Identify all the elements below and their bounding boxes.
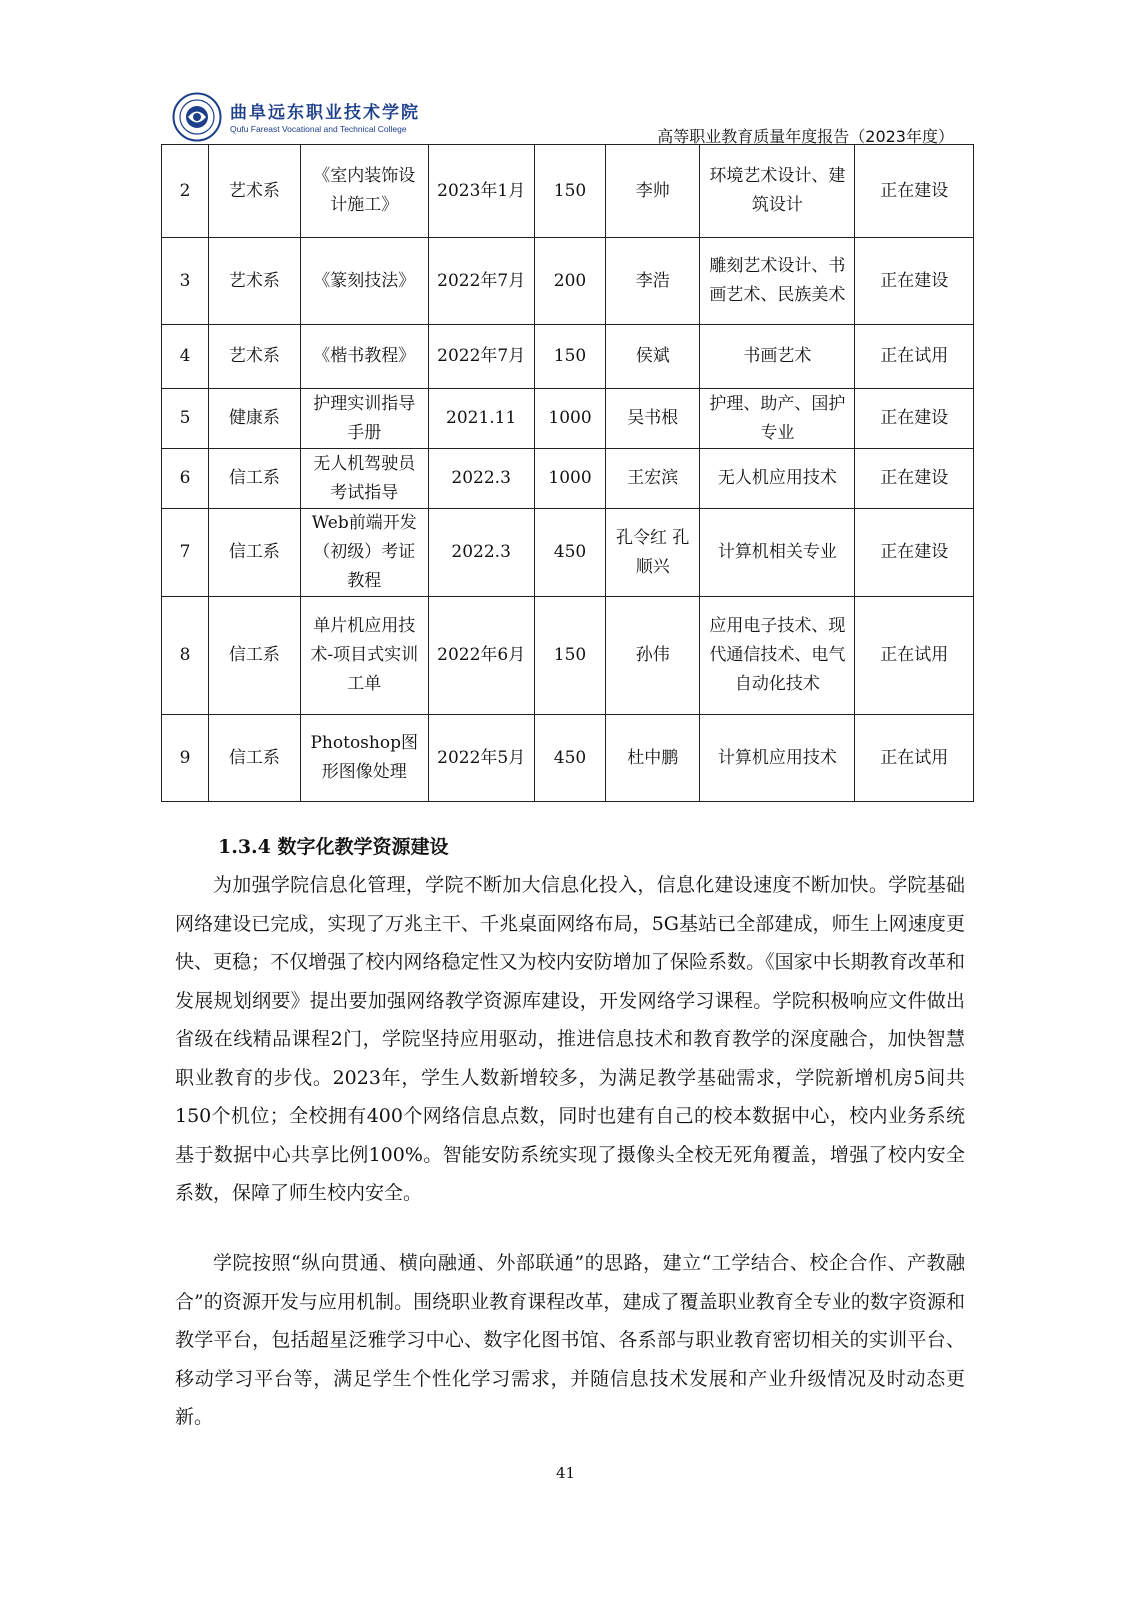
cell-status: 正在建设: [855, 509, 974, 597]
cell-dept: 健康系: [208, 389, 300, 449]
teaching-materials-table: [161, 144, 974, 802]
cell-name: Web前端开发（初级）考证教程: [300, 509, 428, 597]
cell-name: 单片机应用技术-项目式实训工单: [300, 597, 428, 715]
cell-majors: 环境艺术设计、建筑设计: [700, 145, 855, 238]
cell-status: 正在建设: [855, 238, 974, 325]
cell-date: 2022年5月: [428, 715, 534, 802]
cell-dept: 信工系: [208, 715, 300, 802]
report-title: 高等职业教育质量年度报告（2023年度）: [657, 127, 954, 146]
cell-status: 正在建设: [855, 145, 974, 238]
cell-no: 7: [162, 509, 209, 597]
cell-majors: 无人机应用技术: [700, 449, 855, 509]
cell-status: 正在试用: [855, 715, 974, 802]
cell-name: 《楷书教程》: [300, 325, 428, 389]
college-name-en: Qufu Fareast Vocational and Technical College: [230, 124, 407, 134]
cell-name: 无人机驾驶员考试指导: [300, 449, 428, 509]
cell-dept: 艺术系: [208, 145, 300, 238]
cell-dept: 信工系: [208, 597, 300, 715]
cell-name: 《室内装饰设计施工》: [300, 145, 428, 238]
table-row: [162, 509, 974, 597]
cell-count: 150: [534, 145, 605, 238]
cell-majors: 应用电子技术、现代通信技术、电气自动化技术: [700, 597, 855, 715]
cell-date: 2022年6月: [428, 597, 534, 715]
cell-status: 正在试用: [855, 325, 974, 389]
cell-person: 杜中鹏: [606, 715, 700, 802]
cell-no: 2: [162, 145, 209, 238]
page-header: [172, 92, 972, 146]
cell-name: 《篆刻技法》: [300, 238, 428, 325]
cell-dept: 信工系: [208, 449, 300, 509]
section-heading: 1.3.4 数字化教学资源建设: [218, 836, 449, 858]
cell-person: 王宏滨: [606, 449, 700, 509]
cell-person: 吴书根: [606, 389, 700, 449]
cell-date: 2022.3: [428, 509, 534, 597]
cell-person: 李帅: [606, 145, 700, 238]
cell-count: 450: [534, 715, 605, 802]
cell-majors: 计算机应用技术: [700, 715, 855, 802]
cell-no: 9: [162, 715, 209, 802]
table-row: [162, 597, 974, 715]
cell-count: 1000: [534, 389, 605, 449]
table-row: [162, 389, 974, 449]
cell-no: 5: [162, 389, 209, 449]
table-row: [162, 145, 974, 238]
cell-majors: 计算机相关专业: [700, 509, 855, 597]
cell-majors: 护理、助产、国护专业: [700, 389, 855, 449]
table-row: [162, 449, 974, 509]
table-row: [162, 715, 974, 802]
cell-majors: 雕刻艺术设计、书画艺术、民族美术: [700, 238, 855, 325]
cell-count: 150: [534, 325, 605, 389]
cell-name: 护理实训指导手册: [300, 389, 428, 449]
cell-count: 200: [534, 238, 605, 325]
cell-count: 1000: [534, 449, 605, 509]
cell-no: 3: [162, 238, 209, 325]
cell-status: 正在建设: [855, 389, 974, 449]
cell-date: 2021.11: [428, 389, 534, 449]
table-row: [162, 238, 974, 325]
table-row: [162, 325, 974, 389]
paragraph: 为加强学院信息化管理，学院不断加大信息化投入，信息化建设速度不断加快。学院基础网络建设已完成，实现了万兆主干、千兆桌面网络布局，5G基站已全部建成，师生上网速度更快、更稳；不仅增强了校内网络稳定性又为校内安防增加了保险系数。《国家中长期教育改革和发展规划纲要》提出要加强网络教学资源库建设，开发网络学习课程。学院积极响应文件做出省级在线精品课程2门，学院坚持应用驱动，推进信息技术和教育教学的深度融合，加快智慧职业教育的步伐。2023年，学生人数新增较多，为满足教学基础需求，学院新增机房5间共150个机位；全校拥有400个网络信息点数，同时也建有自己的校本数据中心，校内业务系统基于数据中心共享比例100%。智能安防系统实现了摄像头全校无死角覆盖，增强了校内安全系数，保障了师生校内安全。: [175, 874, 965, 1204]
cell-no: 4: [162, 325, 209, 389]
cell-dept: 艺术系: [208, 238, 300, 325]
cell-no: 8: [162, 597, 209, 715]
cell-person: 李浩: [606, 238, 700, 325]
cell-count: 450: [534, 509, 605, 597]
cell-name: Photoshop图形图像处理: [300, 715, 428, 802]
cell-status: 正在试用: [855, 597, 974, 715]
cell-count: 150: [534, 597, 605, 715]
cell-date: 2022年7月: [428, 238, 534, 325]
college-logo-icon: [172, 92, 222, 142]
paragraph: 学院按照“纵向贯通、横向融通、外部联通”的思路，建立“工学结合、校企合作、产教融合”的资源开发与应用机制。围绕职业教育课程改革，建成了覆盖职业教育全专业的数字资源和教学平台，包括超星泛雅学习中心、数字化图书馆、各系部与职业教育密切相关的实训平台、移动学习平台等，满足学生个性化学习需求，并随信息技术发展和产业升级情况及时动态更新。: [175, 1252, 965, 1428]
page-number: 41: [555, 1464, 576, 1482]
college-name-cn: 曲阜远东职业技术学院: [230, 103, 420, 123]
cell-majors: 书画艺术: [700, 325, 855, 389]
cell-no: 6: [162, 449, 209, 509]
cell-person: 侯斌: [606, 325, 700, 389]
cell-date: 2022年7月: [428, 325, 534, 389]
cell-date: 2022.3: [428, 449, 534, 509]
cell-status: 正在建设: [855, 449, 974, 509]
cell-person: 孙伟: [606, 597, 700, 715]
cell-date: 2023年1月: [428, 145, 534, 238]
cell-person: 孔令红 孔顺兴: [606, 509, 700, 597]
cell-dept: 信工系: [208, 509, 300, 597]
cell-dept: 艺术系: [208, 325, 300, 389]
